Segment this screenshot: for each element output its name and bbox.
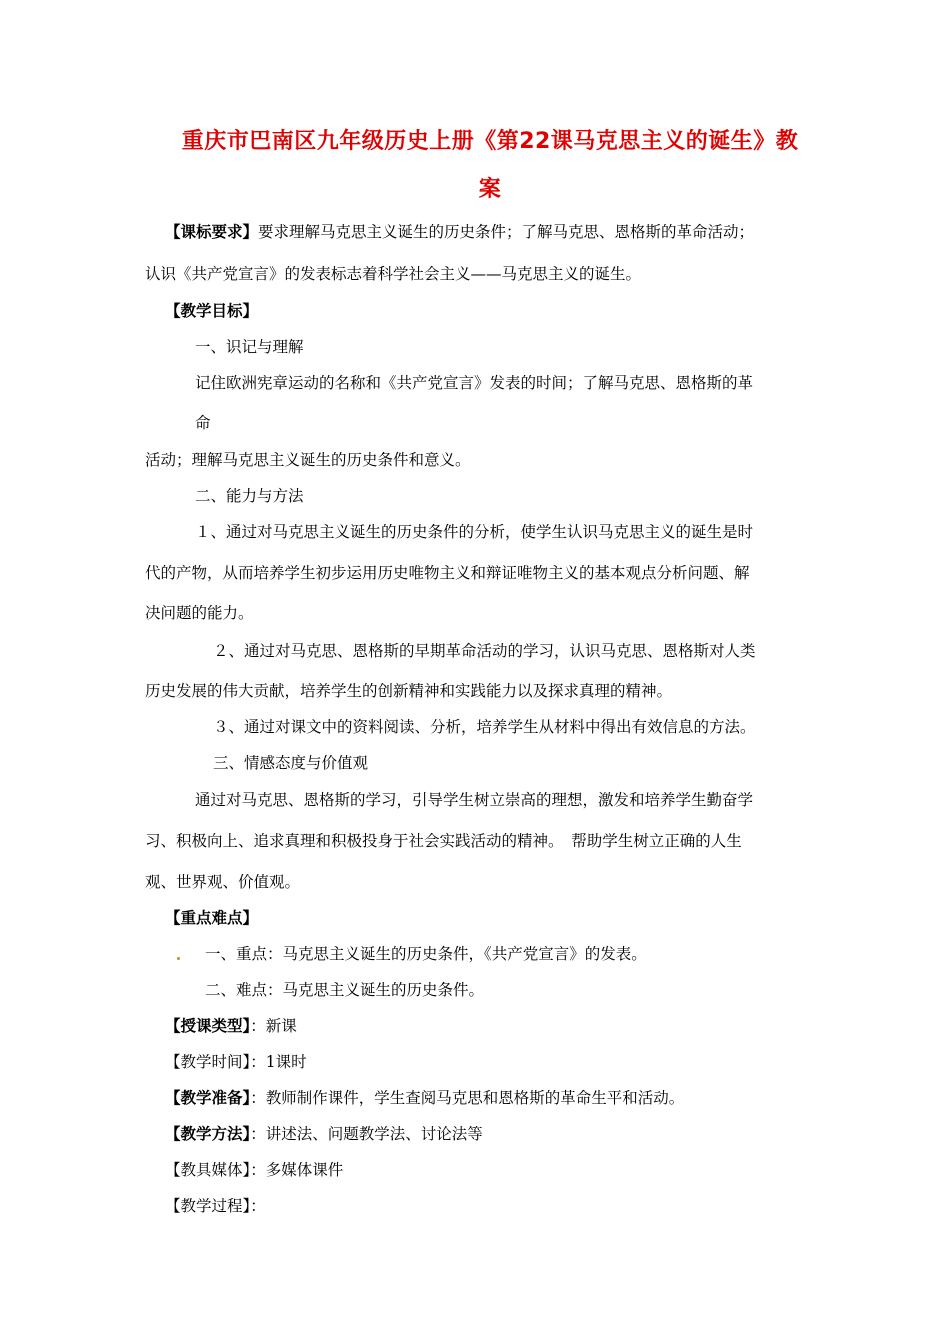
shijian-row xyxy=(165,1052,307,1072)
leixing-label: 【授课类型】 xyxy=(165,1017,251,1035)
mubiao-label: 【教学目标】 xyxy=(165,302,259,320)
mubiao-p1-line1: 记住欧洲宪章运动的名称和《共产党宣言》发表的时间；了解马克思、恩格斯的革 xyxy=(195,374,754,392)
meiti-row xyxy=(165,1160,343,1180)
guocheng-label: 【教学过程】 xyxy=(165,1197,251,1215)
zhongdian-p2: 二、难点：马克思主义诞生的历史条件。 xyxy=(205,981,485,999)
zhunbei-label: 【教学准备】 xyxy=(165,1089,251,1107)
kebiao-line1 xyxy=(165,222,754,242)
mubiao-heading-2: 二、能力与方法 xyxy=(195,487,304,505)
mubiao-p5-line2: 习、积极向上、追求真理和积极投身于社会实践活动的精神。 帮助学生树立正确的人生 xyxy=(145,832,742,850)
guocheng-value: ： xyxy=(250,1197,266,1215)
fangfa-row xyxy=(165,1124,483,1144)
mubiao-p1-line2: 命 xyxy=(195,414,211,432)
kebiao-label: 【课标要求】 xyxy=(165,223,259,241)
mubiao-p4: ３、通过对课文中的资料阅读、分析，培养学生从材料中得出有效信息的方法。 xyxy=(213,718,756,736)
mubiao-p2-line2: 代的产物，从而培养学生初步运用历史唯物主义和辩证唯物主义的基本观点分析问题、解 xyxy=(145,564,750,582)
mubiao-p1-line3: 活动；理解马克思主义诞生的历史条件和意义。 xyxy=(145,451,471,469)
mubiao-p5-line3: 观、世界观、价值观。 xyxy=(145,873,301,891)
mubiao-heading-1: 一、识记与理解 xyxy=(195,338,304,356)
shijian-value: ：1课时 xyxy=(250,1053,307,1071)
fangfa-value: ：讲述法、问题教学法、讨论法等 xyxy=(250,1125,483,1143)
zhongdian-p1: 一、重点：马克思主义诞生的历史条件，《共产党宣言》的发表。 xyxy=(205,945,647,963)
stray-mark xyxy=(177,957,180,960)
mubiao-p3-line1: ２、通过对马克思、恩格斯的早期革命活动的学习，认识马克思、恩格斯对人类 xyxy=(213,642,756,660)
zhongdian-label: 【重点难点】 xyxy=(165,909,259,927)
shijian-label: 【教学时间】 xyxy=(165,1053,251,1071)
mubiao-p5-line1: 通过对马克思、恩格斯的学习，引导学生树立崇高的理想，激发和培养学生勤奋学 xyxy=(195,791,754,809)
kebiao-text1: 要求理解马克思主义诞生的历史条件；了解马克思、恩格斯的革命活动； xyxy=(258,223,755,241)
zhunbei-row xyxy=(165,1088,684,1108)
guocheng-row xyxy=(165,1196,266,1216)
fangfa-label: 【教学方法】 xyxy=(165,1125,251,1143)
zhunbei-value: ：教师制作课件，学生查阅马克思和恩格斯的革命生平和活动。 xyxy=(250,1089,685,1107)
kebiao-line2: 认识《共产党宣言》的发表标志着科学社会主义——马克思主义的诞生。 xyxy=(145,265,642,283)
document-title-line1: 重庆市巴南区九年级历史上册《第22课马克思主义的诞生》教 xyxy=(181,129,799,154)
leixing-value: ：新课 xyxy=(250,1017,297,1035)
leixing-row xyxy=(165,1016,297,1036)
meiti-label: 【教具媒体】 xyxy=(165,1161,251,1179)
mubiao-heading-3: 三、情感态度与价值观 xyxy=(213,754,369,772)
mubiao-p3-line2: 历史发展的伟大贡献，培养学生的创新精神和实践能力以及探求真理的精神。 xyxy=(145,682,673,700)
mubiao-p2-line3: 决问题的能力。 xyxy=(145,604,254,622)
mubiao-p2-line1: １、通过对马克思主义诞生的历史条件的分析，使学生认识马克思主义的诞生是时 xyxy=(195,523,754,541)
meiti-value: ：多媒体课件 xyxy=(250,1161,344,1179)
document-title-line2: 案 xyxy=(478,177,502,202)
